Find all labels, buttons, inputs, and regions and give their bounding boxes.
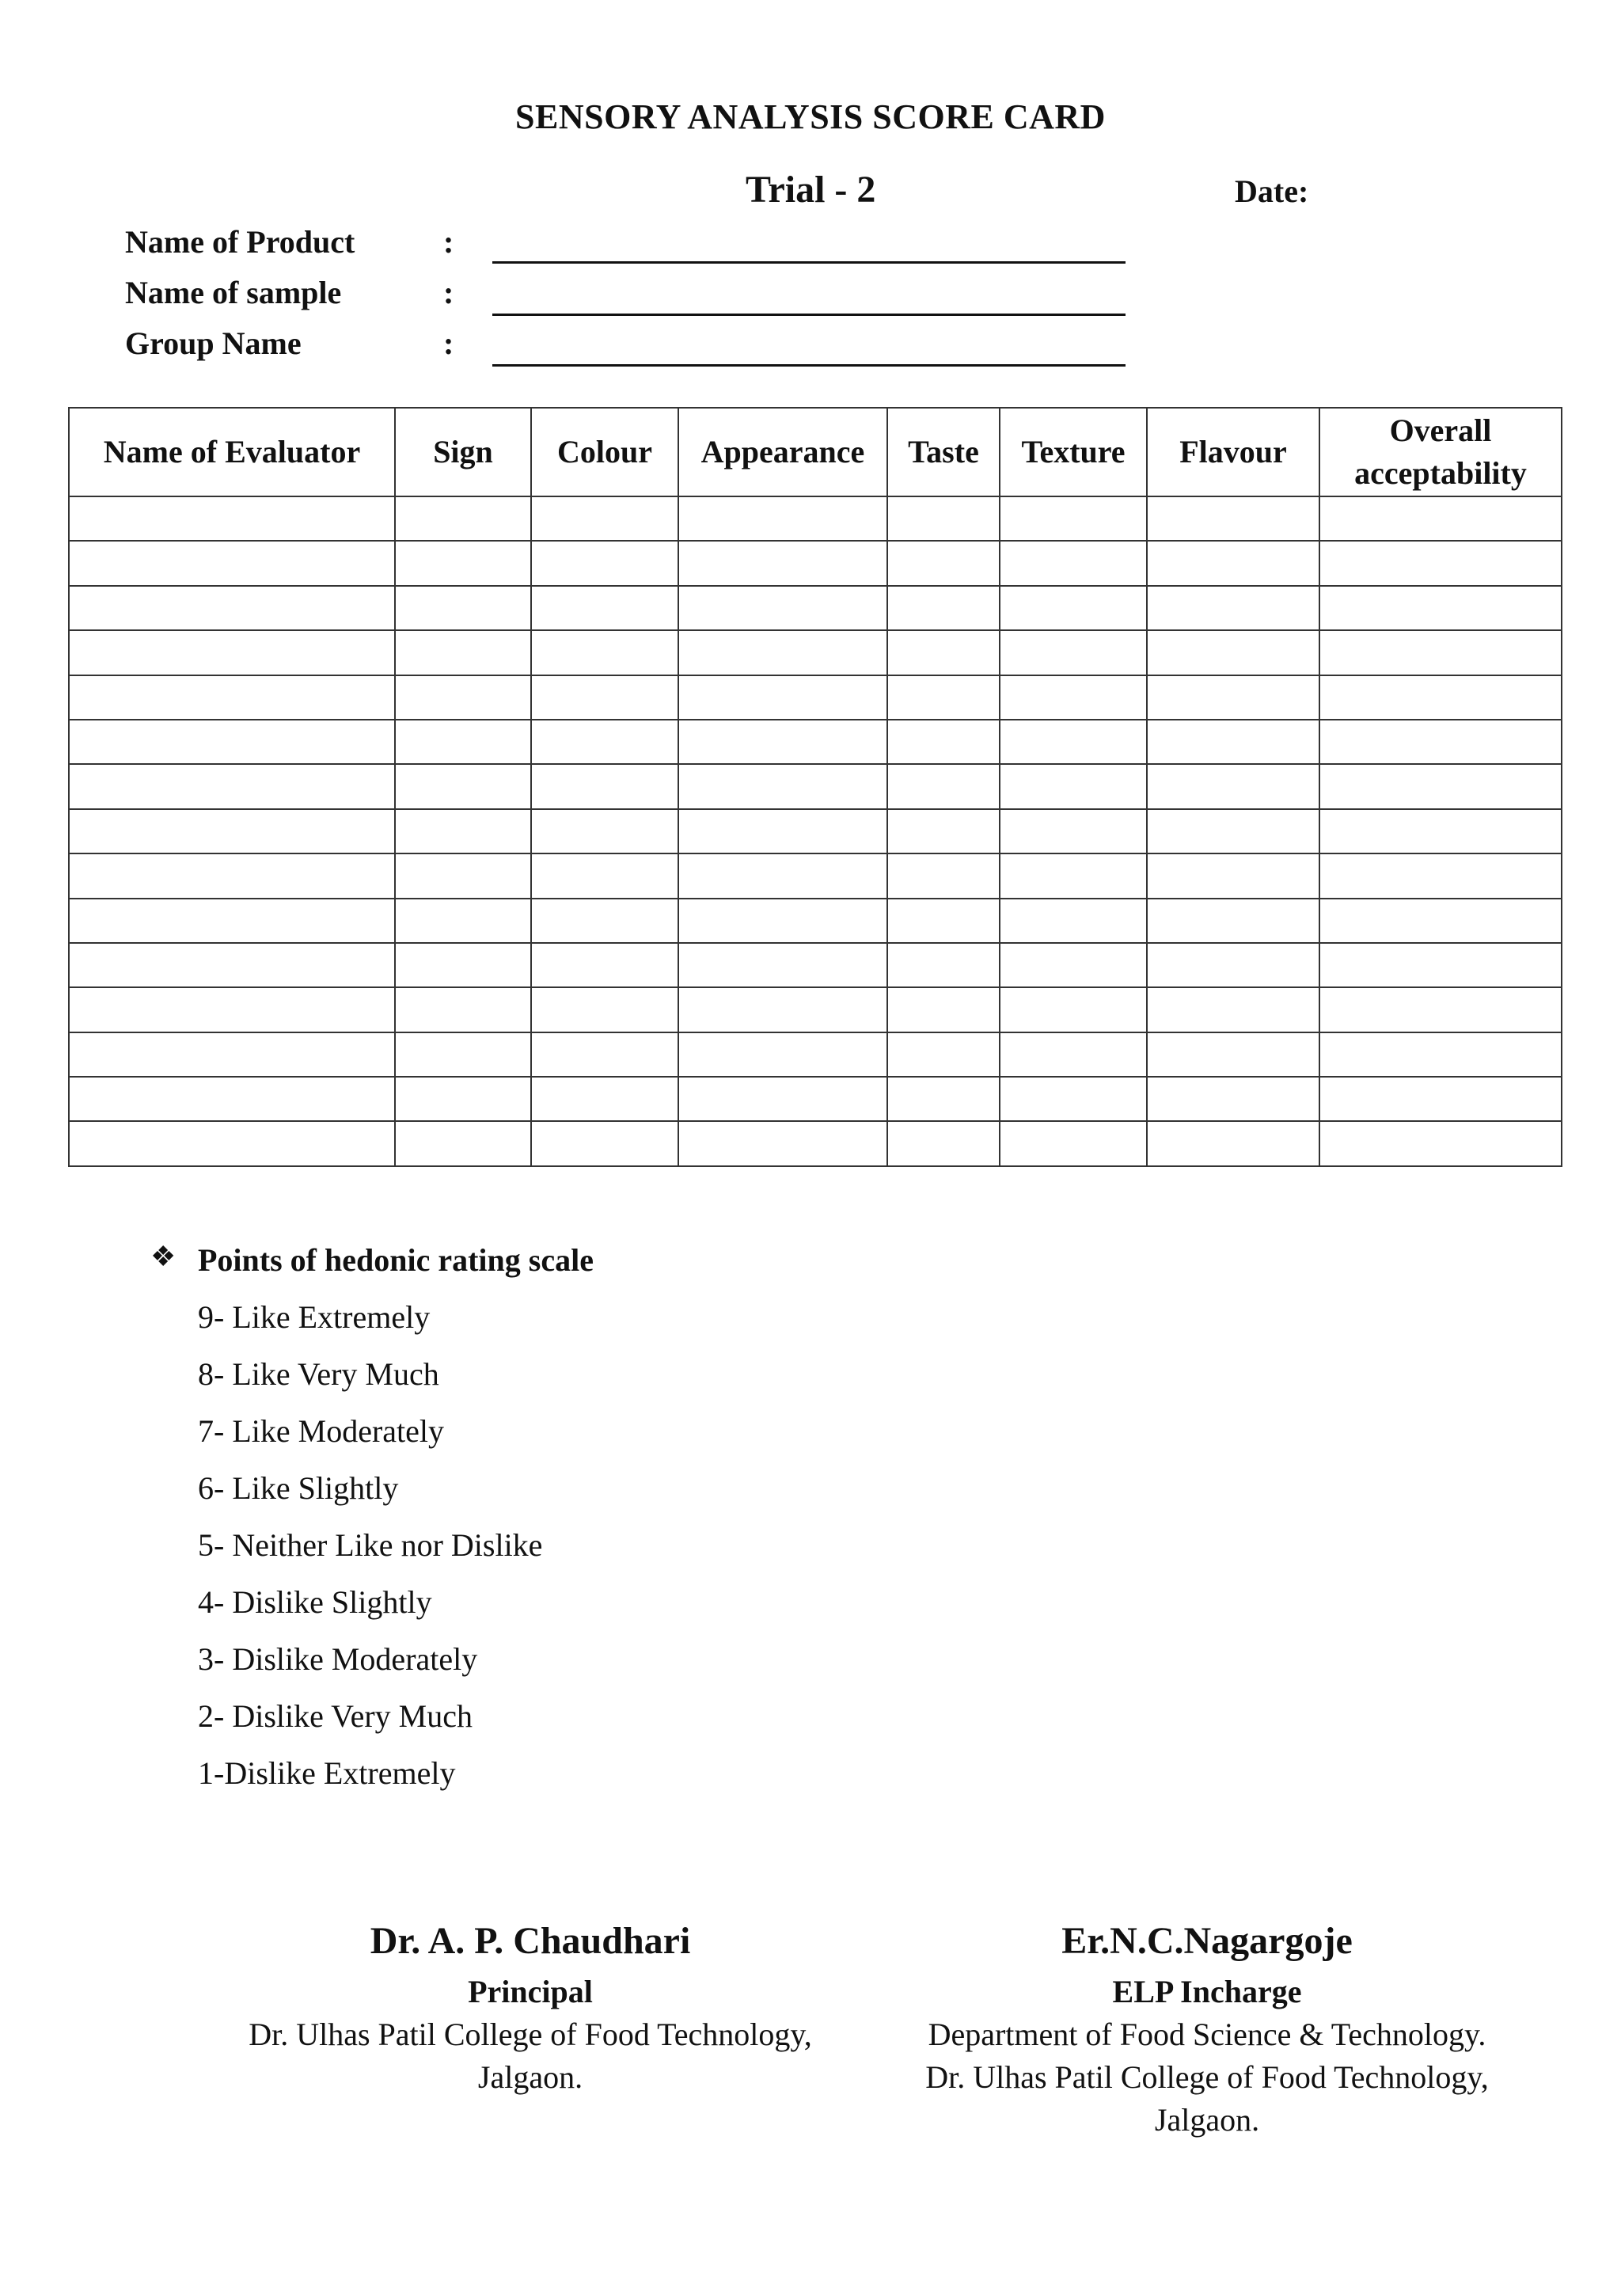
col-header-colour: Colour	[531, 408, 678, 496]
hedonic-heading: Points of hedonic rating scale	[198, 1242, 594, 1278]
score-cell[interactable]	[69, 586, 395, 630]
score-cell[interactable]	[1000, 630, 1147, 675]
score-cell[interactable]	[1319, 496, 1562, 541]
score-cell[interactable]	[1147, 809, 1319, 853]
score-cell[interactable]	[395, 1121, 531, 1166]
score-cell[interactable]	[1319, 541, 1562, 585]
score-cell[interactable]	[531, 675, 678, 720]
score-cell[interactable]	[1319, 1077, 1562, 1121]
score-cell[interactable]	[395, 1077, 531, 1121]
score-cell[interactable]	[69, 853, 395, 898]
score-cell[interactable]	[678, 899, 887, 943]
score-cell[interactable]	[887, 987, 1000, 1032]
score-cell[interactable]	[678, 1121, 887, 1166]
score-cell[interactable]	[531, 764, 678, 808]
score-cell[interactable]	[887, 1121, 1000, 1166]
score-cell[interactable]	[69, 1032, 395, 1077]
score-cell[interactable]	[1147, 764, 1319, 808]
score-cell[interactable]	[395, 541, 531, 585]
table-row	[69, 764, 1562, 808]
score-cell[interactable]	[1147, 1121, 1319, 1166]
col-header-texture: Texture	[1000, 408, 1147, 496]
score-cell[interactable]	[395, 809, 531, 853]
scale-item: 6- Like Slightly	[198, 1470, 399, 1506]
score-cell[interactable]	[678, 764, 887, 808]
product-name-label: Name of Product	[125, 224, 355, 260]
score-cell[interactable]	[678, 496, 887, 541]
table-row	[69, 987, 1562, 1032]
right-signatory-institution: Dr. Ulhas Patil College of Food Technology,	[925, 2059, 1489, 2095]
score-cell[interactable]	[395, 496, 531, 541]
scale-item: 4- Dislike Slightly	[198, 1584, 432, 1620]
scale-item: 2- Dislike Very Much	[198, 1698, 473, 1734]
score-cell[interactable]	[69, 764, 395, 808]
table-row	[69, 541, 1562, 585]
score-cell[interactable]	[1147, 943, 1319, 987]
table-row	[69, 1077, 1562, 1121]
table-row	[69, 809, 1562, 853]
score-cell[interactable]	[887, 899, 1000, 943]
score-cell[interactable]	[887, 630, 1000, 675]
score-cell[interactable]	[678, 809, 887, 853]
score-cell[interactable]	[1000, 675, 1147, 720]
table-row	[69, 630, 1562, 675]
date-label: Date:	[1235, 173, 1309, 209]
diamond-bullet-icon: ❖	[150, 1241, 177, 1272]
score-cell[interactable]	[1319, 987, 1562, 1032]
score-cell[interactable]	[1319, 809, 1562, 853]
score-cell[interactable]	[1147, 496, 1319, 541]
score-cell[interactable]	[1147, 1032, 1319, 1077]
table-row	[69, 675, 1562, 720]
col-header-flavour: Flavour	[1147, 408, 1319, 496]
score-cell[interactable]	[1319, 586, 1562, 630]
score-cell[interactable]	[678, 987, 887, 1032]
score-cell[interactable]	[1147, 987, 1319, 1032]
product-name-line[interactable]	[492, 261, 1126, 264]
score-cell[interactable]	[887, 720, 1000, 764]
right-signatory-city: Jalgaon.	[1154, 2102, 1260, 2138]
score-cell[interactable]	[1000, 720, 1147, 764]
left-signatory-role: Principal	[468, 1974, 593, 2009]
score-cell[interactable]	[69, 496, 395, 541]
score-cell[interactable]	[69, 720, 395, 764]
score-cell[interactable]	[395, 586, 531, 630]
score-cell[interactable]	[678, 675, 887, 720]
score-cell[interactable]	[1147, 899, 1319, 943]
right-signatory-department: Department of Food Science & Technology.	[928, 2017, 1486, 2052]
scale-item: 5- Neither Like nor Dislike	[198, 1527, 543, 1563]
score-cell[interactable]	[887, 1032, 1000, 1077]
score-cell[interactable]	[887, 853, 1000, 898]
score-cell[interactable]	[887, 1077, 1000, 1121]
trial-label: Trial - 2	[746, 169, 876, 211]
col-header-appearance: Appearance	[678, 408, 887, 496]
score-cell[interactable]	[531, 809, 678, 853]
sample-name-colon: :	[443, 275, 454, 310]
sample-name-label: Name of sample	[125, 275, 342, 310]
score-cell[interactable]	[531, 943, 678, 987]
score-cell[interactable]	[69, 541, 395, 585]
score-cell[interactable]	[1319, 630, 1562, 675]
group-name-label: Group Name	[125, 325, 302, 361]
score-cell[interactable]	[678, 541, 887, 585]
score-cell[interactable]	[678, 943, 887, 987]
score-cell[interactable]	[395, 899, 531, 943]
right-signatory-name: Er.N.C.Nagargoje	[1061, 1920, 1353, 1962]
score-cell[interactable]	[887, 586, 1000, 630]
score-cell[interactable]	[531, 987, 678, 1032]
score-cell[interactable]	[1319, 943, 1562, 987]
col-header-sign: Sign	[395, 408, 531, 496]
score-cell[interactable]	[1147, 720, 1319, 764]
score-cell[interactable]	[1319, 720, 1562, 764]
score-cell[interactable]	[678, 630, 887, 675]
score-cell[interactable]	[678, 1032, 887, 1077]
score-cell[interactable]	[678, 720, 887, 764]
score-cell[interactable]	[395, 987, 531, 1032]
score-cell[interactable]	[69, 1121, 395, 1166]
score-cell[interactable]	[531, 541, 678, 585]
score-cell[interactable]	[1000, 943, 1147, 987]
score-cell[interactable]	[1000, 853, 1147, 898]
sample-name-line[interactable]	[492, 314, 1126, 316]
score-cell[interactable]	[395, 943, 531, 987]
score-cell[interactable]	[531, 586, 678, 630]
col-header-overall: Overall acceptability	[1319, 408, 1562, 496]
col-header-evaluator: Name of Evaluator	[69, 408, 395, 496]
score-table	[68, 407, 1562, 1167]
score-cell[interactable]	[1319, 1032, 1562, 1077]
col-header-taste: Taste	[887, 408, 1000, 496]
score-cell[interactable]	[395, 675, 531, 720]
left-signatory-city: Jalgaon.	[477, 2059, 583, 2095]
score-cell[interactable]	[887, 496, 1000, 541]
score-cell[interactable]	[531, 1032, 678, 1077]
table-row	[69, 899, 1562, 943]
table-row	[69, 720, 1562, 764]
product-name-colon: :	[443, 224, 454, 260]
score-cell[interactable]	[531, 496, 678, 541]
table-row	[69, 1121, 1562, 1166]
score-cell[interactable]	[1147, 586, 1319, 630]
score-cell[interactable]	[69, 809, 395, 853]
score-cell[interactable]	[1319, 1121, 1562, 1166]
score-cell[interactable]	[531, 720, 678, 764]
scale-item: 8- Like Very Much	[198, 1356, 439, 1392]
score-cell[interactable]	[887, 675, 1000, 720]
right-signatory-role: ELP Incharge	[1112, 1974, 1302, 2009]
scale-item: 1-Dislike Extremely	[198, 1755, 456, 1791]
group-name-line[interactable]	[492, 364, 1126, 367]
score-cell[interactable]	[1000, 1077, 1147, 1121]
score-cell[interactable]	[1147, 675, 1319, 720]
score-cell[interactable]	[69, 943, 395, 987]
left-signatory-institution: Dr. Ulhas Patil College of Food Technology,	[249, 2017, 812, 2052]
score-cell[interactable]	[1319, 764, 1562, 808]
score-cell[interactable]	[1000, 541, 1147, 585]
table-header-row	[69, 408, 1562, 496]
score-cell[interactable]	[1147, 541, 1319, 585]
score-cell[interactable]	[887, 809, 1000, 853]
scale-item: 7- Like Moderately	[198, 1413, 444, 1449]
score-cell[interactable]	[395, 853, 531, 898]
table-body	[69, 496, 1562, 1166]
table-row	[69, 943, 1562, 987]
score-cell[interactable]	[678, 853, 887, 898]
score-cell[interactable]	[1000, 899, 1147, 943]
score-cell[interactable]	[69, 987, 395, 1032]
score-cell[interactable]	[1147, 630, 1319, 675]
score-cell[interactable]	[1319, 899, 1562, 943]
score-cell[interactable]	[1147, 1077, 1319, 1121]
score-cell[interactable]	[1000, 1121, 1147, 1166]
score-cell[interactable]	[531, 1077, 678, 1121]
score-cell[interactable]	[531, 899, 678, 943]
score-cell[interactable]	[69, 630, 395, 675]
score-cell[interactable]	[1000, 987, 1147, 1032]
table-row	[69, 1032, 1562, 1077]
score-cell[interactable]	[887, 943, 1000, 987]
score-cell[interactable]	[678, 586, 887, 630]
score-cell[interactable]	[678, 1077, 887, 1121]
table-row	[69, 853, 1562, 898]
scale-item: 3- Dislike Moderately	[198, 1641, 478, 1677]
score-cell[interactable]	[531, 853, 678, 898]
score-cell[interactable]	[1000, 586, 1147, 630]
score-cell[interactable]	[1000, 809, 1147, 853]
score-cell[interactable]	[395, 764, 531, 808]
score-cell[interactable]	[1147, 853, 1319, 898]
score-cell[interactable]	[531, 1121, 678, 1166]
score-cell[interactable]	[395, 720, 531, 764]
page-title: SENSORY ANALYSIS SCORE CARD	[515, 97, 1106, 136]
score-cell[interactable]	[887, 764, 1000, 808]
group-name-colon: :	[443, 325, 454, 361]
score-cell[interactable]	[1000, 496, 1147, 541]
score-cell[interactable]	[531, 630, 678, 675]
scale-item: 9- Like Extremely	[198, 1299, 431, 1335]
table-row	[69, 496, 1562, 541]
score-cell[interactable]	[395, 1032, 531, 1077]
score-cell[interactable]	[1319, 853, 1562, 898]
score-cell[interactable]	[69, 1077, 395, 1121]
left-signatory-name: Dr. A. P. Chaudhari	[370, 1920, 691, 1962]
score-cell[interactable]	[1319, 675, 1562, 720]
score-cell[interactable]	[1000, 764, 1147, 808]
score-cell[interactable]	[69, 675, 395, 720]
table-row	[69, 586, 1562, 630]
score-cell[interactable]	[395, 630, 531, 675]
score-cell[interactable]	[887, 541, 1000, 585]
score-cell[interactable]	[69, 899, 395, 943]
score-cell[interactable]	[1000, 1032, 1147, 1077]
